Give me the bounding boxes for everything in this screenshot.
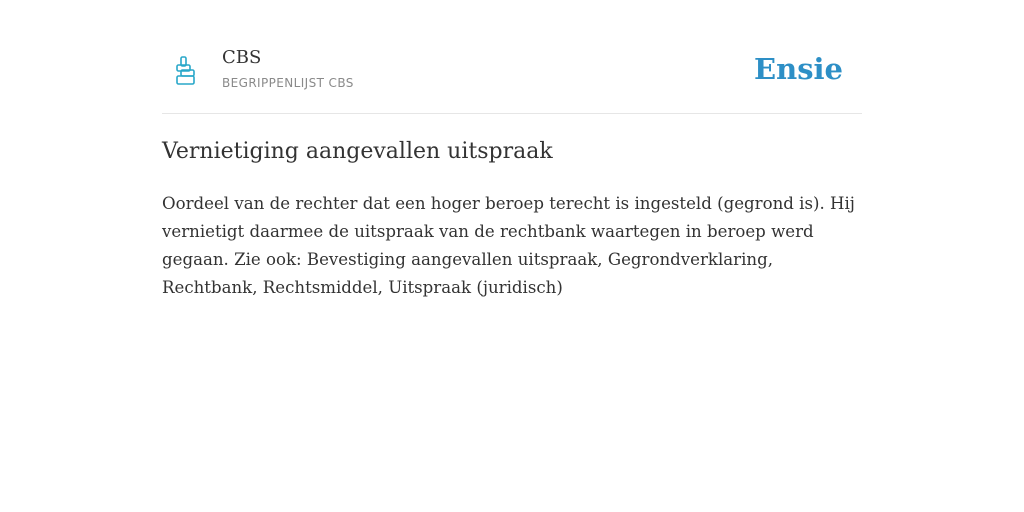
term-title: Vernietiging aangevallen uitspraak xyxy=(162,139,553,164)
ensie-brand-link[interactable]: Ensie xyxy=(754,52,843,86)
entry-header xyxy=(162,0,862,114)
source-name[interactable]: CBS xyxy=(222,47,262,68)
term-definition: Oordeel van de rechter dat een hoger beroep terecht is ingesteld (gegrond is). Hij vernietigt daarmee de uitspraak van de rechtbank waartegen in beroep werd gegaan. Zie ook: Bevestiging aangevallen uitspraak, Gegrondverklaring, Rechtbank, Rechtsmiddel, Uitspraak (juridisch) xyxy=(162,194,855,297)
cbs-logo-icon[interactable] xyxy=(176,56,196,86)
entry-card xyxy=(162,0,862,297)
source-subtitle[interactable]: BEGRIPPENLIJST CBS xyxy=(222,76,354,90)
